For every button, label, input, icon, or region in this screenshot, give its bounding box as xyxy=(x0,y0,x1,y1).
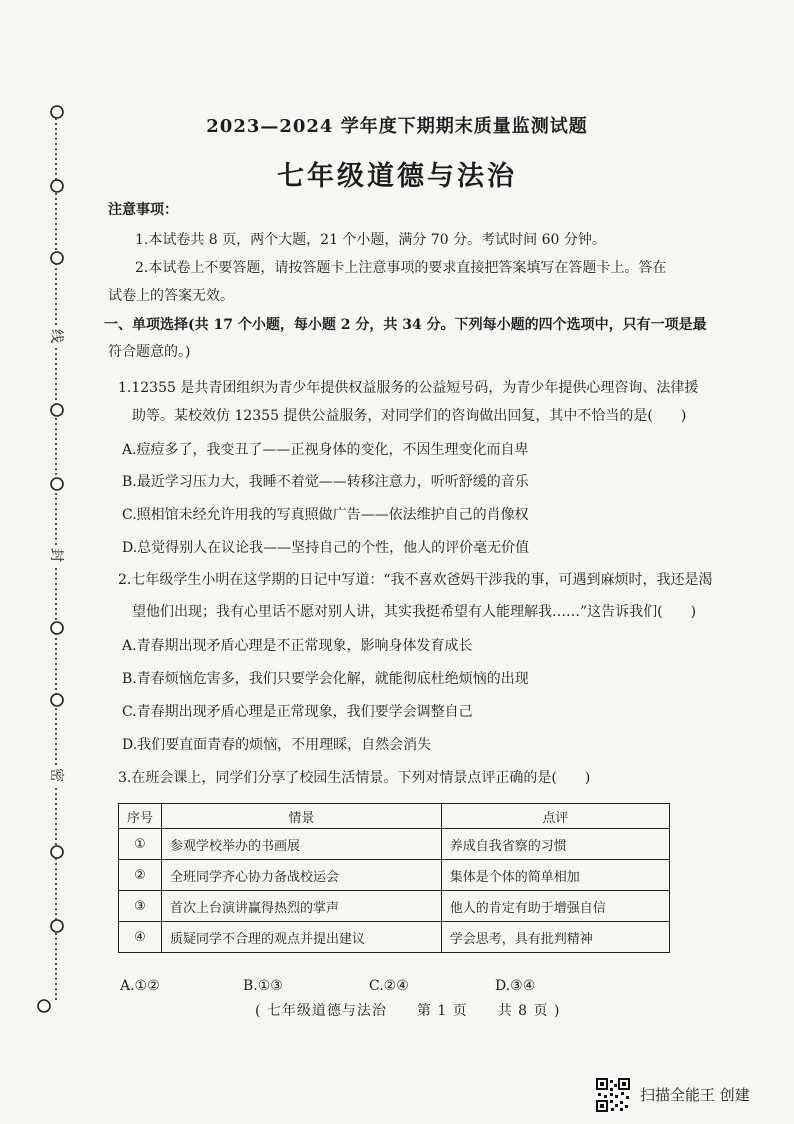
table-header: 情景 xyxy=(162,804,442,829)
row-number: ② xyxy=(119,860,162,891)
q3-option-b: B.①③ xyxy=(243,978,283,994)
row-number: ① xyxy=(119,829,162,860)
scene-table xyxy=(118,803,670,953)
scene-cell: 首次上台演讲赢得热烈的掌声 xyxy=(162,891,442,922)
table-row xyxy=(119,891,670,922)
comment-cell: 养成自我省察的习惯 xyxy=(441,829,669,860)
binding-mark-seal: 封 xyxy=(48,548,64,562)
subject-title: 七年级道德与法治 xyxy=(277,161,517,192)
table-header: 序号 xyxy=(119,804,162,829)
row-number: ④ xyxy=(119,922,162,953)
page-footer: ( 七年级道德与法治 第 1 页 共 8 页 ) xyxy=(255,1003,561,1019)
q3-option-c: C.②④ xyxy=(369,978,409,994)
notes-item-2: 2.本试卷上不要答题，请按答题卡上注意事项的要求直接把答案填写在答题卡上。答在 xyxy=(135,260,667,276)
scanner-watermark-text: 扫描全能王 创建 xyxy=(640,1086,750,1104)
q1-option-c: C.照相馆未经允许用我的写真照做广告——依法维护自己的肖像权 xyxy=(122,507,529,523)
q2-option-b: B.青春烦恼危害多，我们只要学会化解，就能彻底杜绝烦恼的出现 xyxy=(122,671,529,687)
comment-cell: 集体是个体的简单相加 xyxy=(441,860,669,891)
notes-heading: 注意事项： xyxy=(108,202,178,218)
comment-cell: 他人的肯定有助于增强自信 xyxy=(441,891,669,922)
table-row xyxy=(119,829,670,860)
table-row xyxy=(119,922,670,953)
notes-item-2-cont: 试卷上的答案无效。 xyxy=(108,288,234,304)
q2-option-a: A.青春期出现矛盾心理是不正常现象，影响身体发育成长 xyxy=(122,638,473,654)
binding-mark-line: 线 xyxy=(48,329,64,343)
q1-option-b: B.最近学习压力大，我睡不着觉——转移注意力，听听舒缓的音乐 xyxy=(122,474,529,490)
notes-item-1: 1.本试卷共 8 页，两个大题，21 个小题，满分 70 分。考试时间 60 分钟。 xyxy=(135,232,606,248)
scene-cell: 质疑同学不合理的观点并提出建议 xyxy=(162,922,442,953)
scene-cell: 参观学校举办的书画展 xyxy=(162,829,442,860)
q1-option-a: A.痘痘多了，我变丑了——正视身体的变化，不因生理变化而自卑 xyxy=(122,442,529,458)
q2-stem: 2.七年级学生小明在这学期的日记中写道：“我不喜欢爸妈干涉我的事，可遇到麻烦时，我还是渴 xyxy=(118,572,713,588)
q2-option-c: C.青春期出现矛盾心理是正常现象，我们要学会调整自己 xyxy=(122,704,473,720)
table-header-row xyxy=(119,804,670,829)
row-number: ③ xyxy=(119,891,162,922)
q1-option-d: D.总觉得别人在议论我——坚持自己的个性，他人的评价毫无价值 xyxy=(122,540,530,556)
exam-year-title: 2023—2024 学年度下期期末质量监测试题 xyxy=(206,116,588,137)
q1-stem-cont: 助等。某校效仿 12355 提供公益服务，对同学们的咨询做出回复，其中不恰当的是( ) xyxy=(132,408,687,424)
q2-stem-cont: 望他们出现；我有心里话不愿对别人讲，其实我挺希望有人能理解我……”这告诉我们( ) xyxy=(132,604,697,620)
q2-option-d: D.我们要直面青春的烦恼，不用理睬，自然会消失 xyxy=(122,737,432,753)
table-header: 点评 xyxy=(441,804,669,829)
binding-mark-secret: 密 xyxy=(48,768,64,782)
table-row xyxy=(119,860,670,891)
q1-stem: 1.12355 是共青团组织为青少年提供权益服务的公益短号码，为青少年提供心理咨询、法律援 xyxy=(118,380,699,396)
q3-stem: 3.在班会课上，同学们分享了校园生活情景。下列对情景点评正确的是( ) xyxy=(118,770,591,786)
qr-code-icon xyxy=(596,1078,630,1112)
section-1-heading-cont: 符合题意的。) xyxy=(108,344,191,360)
scene-cell: 全班同学齐心协力备战校运会 xyxy=(162,860,442,891)
comment-cell: 学会思考，具有批判精神 xyxy=(441,922,669,953)
section-1-heading: 一、单项选择(共 17 个小题，每小题 2 分，共 34 分。下列每小题的四个选项中，只有一项是最 xyxy=(104,317,707,333)
q3-option-d: D.③④ xyxy=(495,978,536,994)
q3-option-a: A.①② xyxy=(120,978,160,994)
